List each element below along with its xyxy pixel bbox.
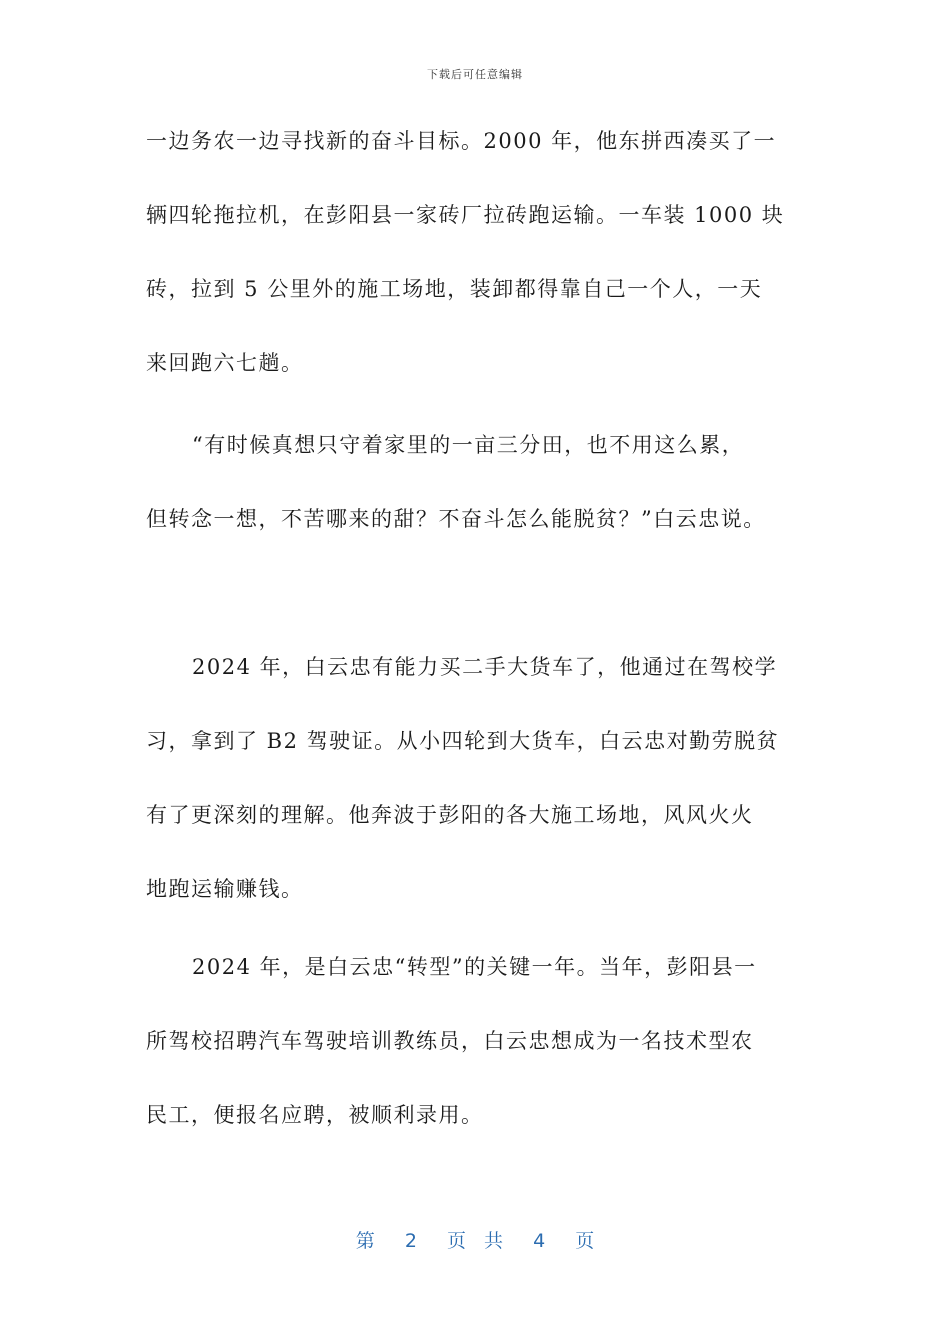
paragraph-line: 来回跑六七趟。	[146, 351, 304, 375]
paragraph-line: 民工，便报名应聘，被顺利录用。	[146, 1103, 484, 1127]
footer-total-pages: 4	[533, 1230, 546, 1252]
paragraph-line: 2024 年，白云忠有能力买二手大货车了，他通过在驾校学	[192, 655, 778, 679]
paragraph-1	[146, 104, 806, 400]
paragraph-line: 有了更深刻的理解。他奔波于彭阳的各大施工场地，风风火火	[146, 803, 754, 827]
paragraph-line: 2024 年，是白云忠“转型”的关键一年。当年，彭阳县一	[192, 955, 757, 979]
page-footer	[0, 1226, 950, 1253]
footer-suffix: 页	[575, 1230, 595, 1252]
footer-middle: 页 共	[446, 1230, 504, 1252]
paragraph-line: 但转念一想，不苦哪来的甜？不奋斗怎么能脱贫？”白云忠说。	[146, 507, 766, 531]
paragraph-3	[146, 630, 806, 926]
header-note: 下载后可任意编辑	[427, 68, 523, 81]
footer-current-page: 2	[404, 1230, 417, 1252]
paragraph-line: 砖，拉到 5 公里外的施工场地，装卸都得靠自己一个人，一天	[146, 277, 763, 301]
footer-prefix: 第	[355, 1230, 375, 1252]
paragraph-4	[146, 930, 806, 1152]
paragraph-line: 一边务农一边寻找新的奋斗目标。2000 年，他东拼西凑买了一	[146, 129, 777, 153]
paragraph-line: 地跑运输赚钱。	[146, 877, 304, 901]
paragraph-line: 辆四轮拖拉机，在彭阳县一家砖厂拉砖跑运输。一车装 1000 块	[146, 203, 785, 227]
paragraph-2	[146, 408, 806, 556]
paragraph-line: “有时候真想只守着家里的一亩三分田，也不用这么累，	[192, 433, 745, 457]
paragraph-line: 所驾校招聘汽车驾驶培训教练员，白云忠想成为一名技术型农	[146, 1029, 754, 1053]
paragraph-line: 习，拿到了 B2 驾驶证。从小四轮到大货车，白云忠对勤劳脱贫	[146, 729, 780, 753]
